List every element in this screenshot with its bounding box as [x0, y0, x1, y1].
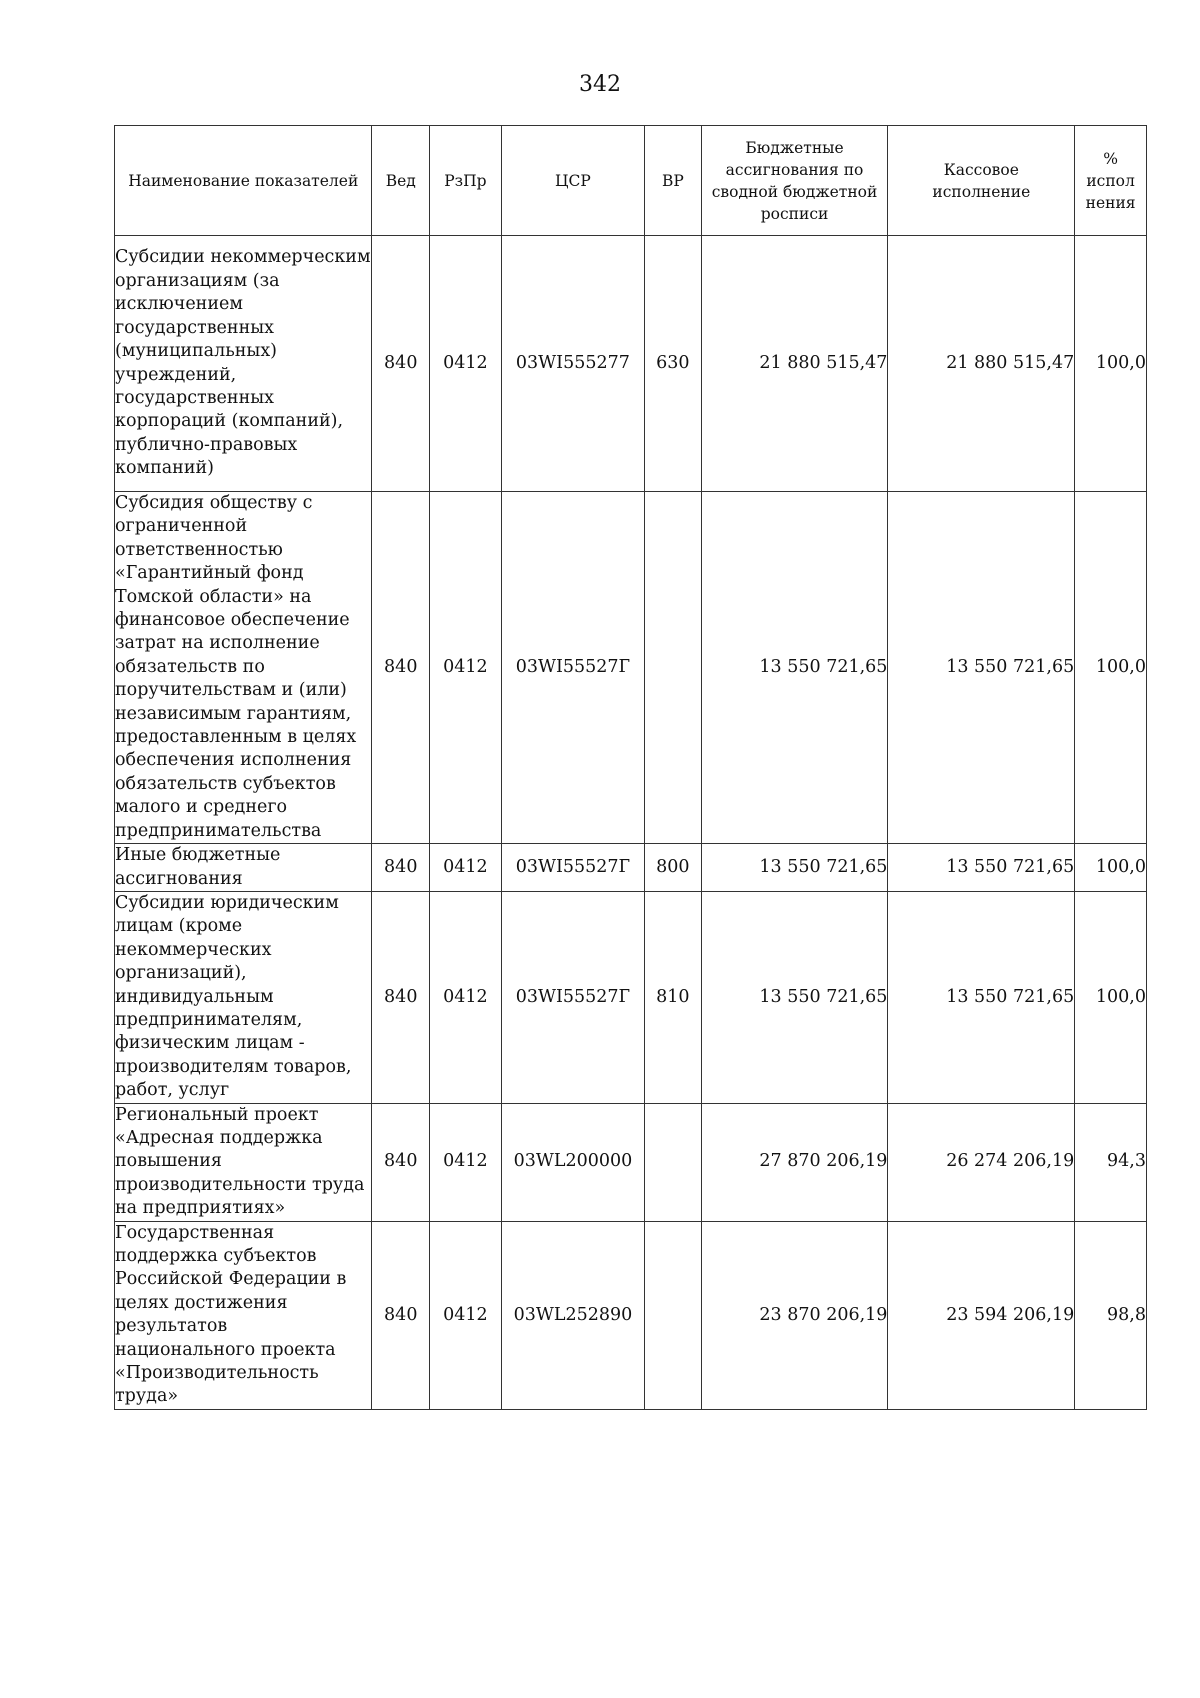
- row-csr: 03WL200000: [501, 1103, 644, 1221]
- table-row: [115, 844, 1147, 892]
- row-cash: 13 550 721,65: [888, 891, 1075, 1103]
- row-ved: 840: [372, 1221, 430, 1409]
- row-percent: 100,0: [1075, 236, 1147, 492]
- row-vr: 800: [645, 844, 702, 892]
- header-csr: ЦСР: [501, 126, 644, 236]
- row-percent: 94,3: [1075, 1103, 1147, 1221]
- row-assignations: 13 550 721,65: [701, 844, 888, 892]
- row-csr: 03WI55527Г: [501, 891, 644, 1103]
- row-name: Государственная поддержка субъектов Российской Федерации в целях достижения результатов национального проекта «Производительность труда»: [115, 1221, 372, 1409]
- row-csr: 03WI55527Г: [501, 492, 644, 844]
- row-assignations: 21 880 515,47: [701, 236, 888, 492]
- row-name: Субсидия обществу с ограниченной ответственностью «Гарантийный фонд Томской области» на финансовое обеспечение затрат на исполнение обязательств по поручительствам и (или) независимым гарантиям, предоставленным в целях обеспечения исполнения обязательств субъектов малого и среднего предпринимательства: [115, 492, 372, 844]
- row-percent: 100,0: [1075, 492, 1147, 844]
- row-cash: 26 274 206,19: [888, 1103, 1075, 1221]
- header-ved: Вед: [372, 126, 430, 236]
- row-percent: 100,0: [1075, 891, 1147, 1103]
- row-assignations: 27 870 206,19: [701, 1103, 888, 1221]
- row-vr: 810: [645, 891, 702, 1103]
- row-vr: [645, 492, 702, 844]
- table-row: [115, 891, 1147, 1103]
- row-percent: 100,0: [1075, 844, 1147, 892]
- row-ved: 840: [372, 844, 430, 892]
- row-vr: [645, 1103, 702, 1221]
- row-assignations: 23 870 206,19: [701, 1221, 888, 1409]
- header-rzpr: РзПр: [430, 126, 502, 236]
- row-csr: 03WI555277: [501, 236, 644, 492]
- row-rzpr: 0412: [430, 236, 502, 492]
- row-cash: 13 550 721,65: [888, 844, 1075, 892]
- row-cash: 13 550 721,65: [888, 492, 1075, 844]
- row-name: Региональный проект «Адресная поддержка повышения производительности труда на предприятиях»: [115, 1103, 372, 1221]
- row-cash: 23 594 206,19: [888, 1221, 1075, 1409]
- row-rzpr: 0412: [430, 891, 502, 1103]
- table-row: [115, 236, 1147, 492]
- row-rzpr: 0412: [430, 492, 502, 844]
- page-number: 342: [579, 72, 621, 97]
- header-vr: ВР: [645, 126, 702, 236]
- row-rzpr: 0412: [430, 1221, 502, 1409]
- header-row: [115, 126, 1147, 236]
- row-vr: 630: [645, 236, 702, 492]
- table-row: [115, 1221, 1147, 1409]
- row-rzpr: 0412: [430, 1103, 502, 1221]
- row-rzpr: 0412: [430, 844, 502, 892]
- budget-table: [114, 125, 1147, 1410]
- row-csr: 03WI55527Г: [501, 844, 644, 892]
- header-name: Наименование показателей: [115, 126, 372, 236]
- row-ved: 840: [372, 891, 430, 1103]
- header-assignations: Бюджетные ассигнования по сводной бюджетной росписи: [701, 126, 888, 236]
- row-name: Субсидии некоммерческим организациям (за исключением государственных (муниципальных) учреждений, государственных корпораций (компаний), публично-правовых компаний): [115, 236, 372, 492]
- header-percent: % испол нения: [1075, 126, 1147, 236]
- row-ved: 840: [372, 236, 430, 492]
- row-name: Субсидии юридическим лицам (кроме некоммерческих организаций), индивидуальным предпринимателям, физическим лицам - производителям товаров, работ, услуг: [115, 891, 372, 1103]
- row-vr: [645, 1221, 702, 1409]
- table-row: [115, 1103, 1147, 1221]
- row-ved: 840: [372, 1103, 430, 1221]
- table-row: [115, 492, 1147, 844]
- row-csr: 03WL252890: [501, 1221, 644, 1409]
- row-percent: 98,8: [1075, 1221, 1147, 1409]
- row-assignations: 13 550 721,65: [701, 492, 888, 844]
- row-assignations: 13 550 721,65: [701, 891, 888, 1103]
- row-cash: 21 880 515,47: [888, 236, 1075, 492]
- header-cash: Кассовое исполнение: [888, 126, 1075, 236]
- row-name: Иные бюджетные ассигнования: [115, 844, 372, 892]
- row-ved: 840: [372, 492, 430, 844]
